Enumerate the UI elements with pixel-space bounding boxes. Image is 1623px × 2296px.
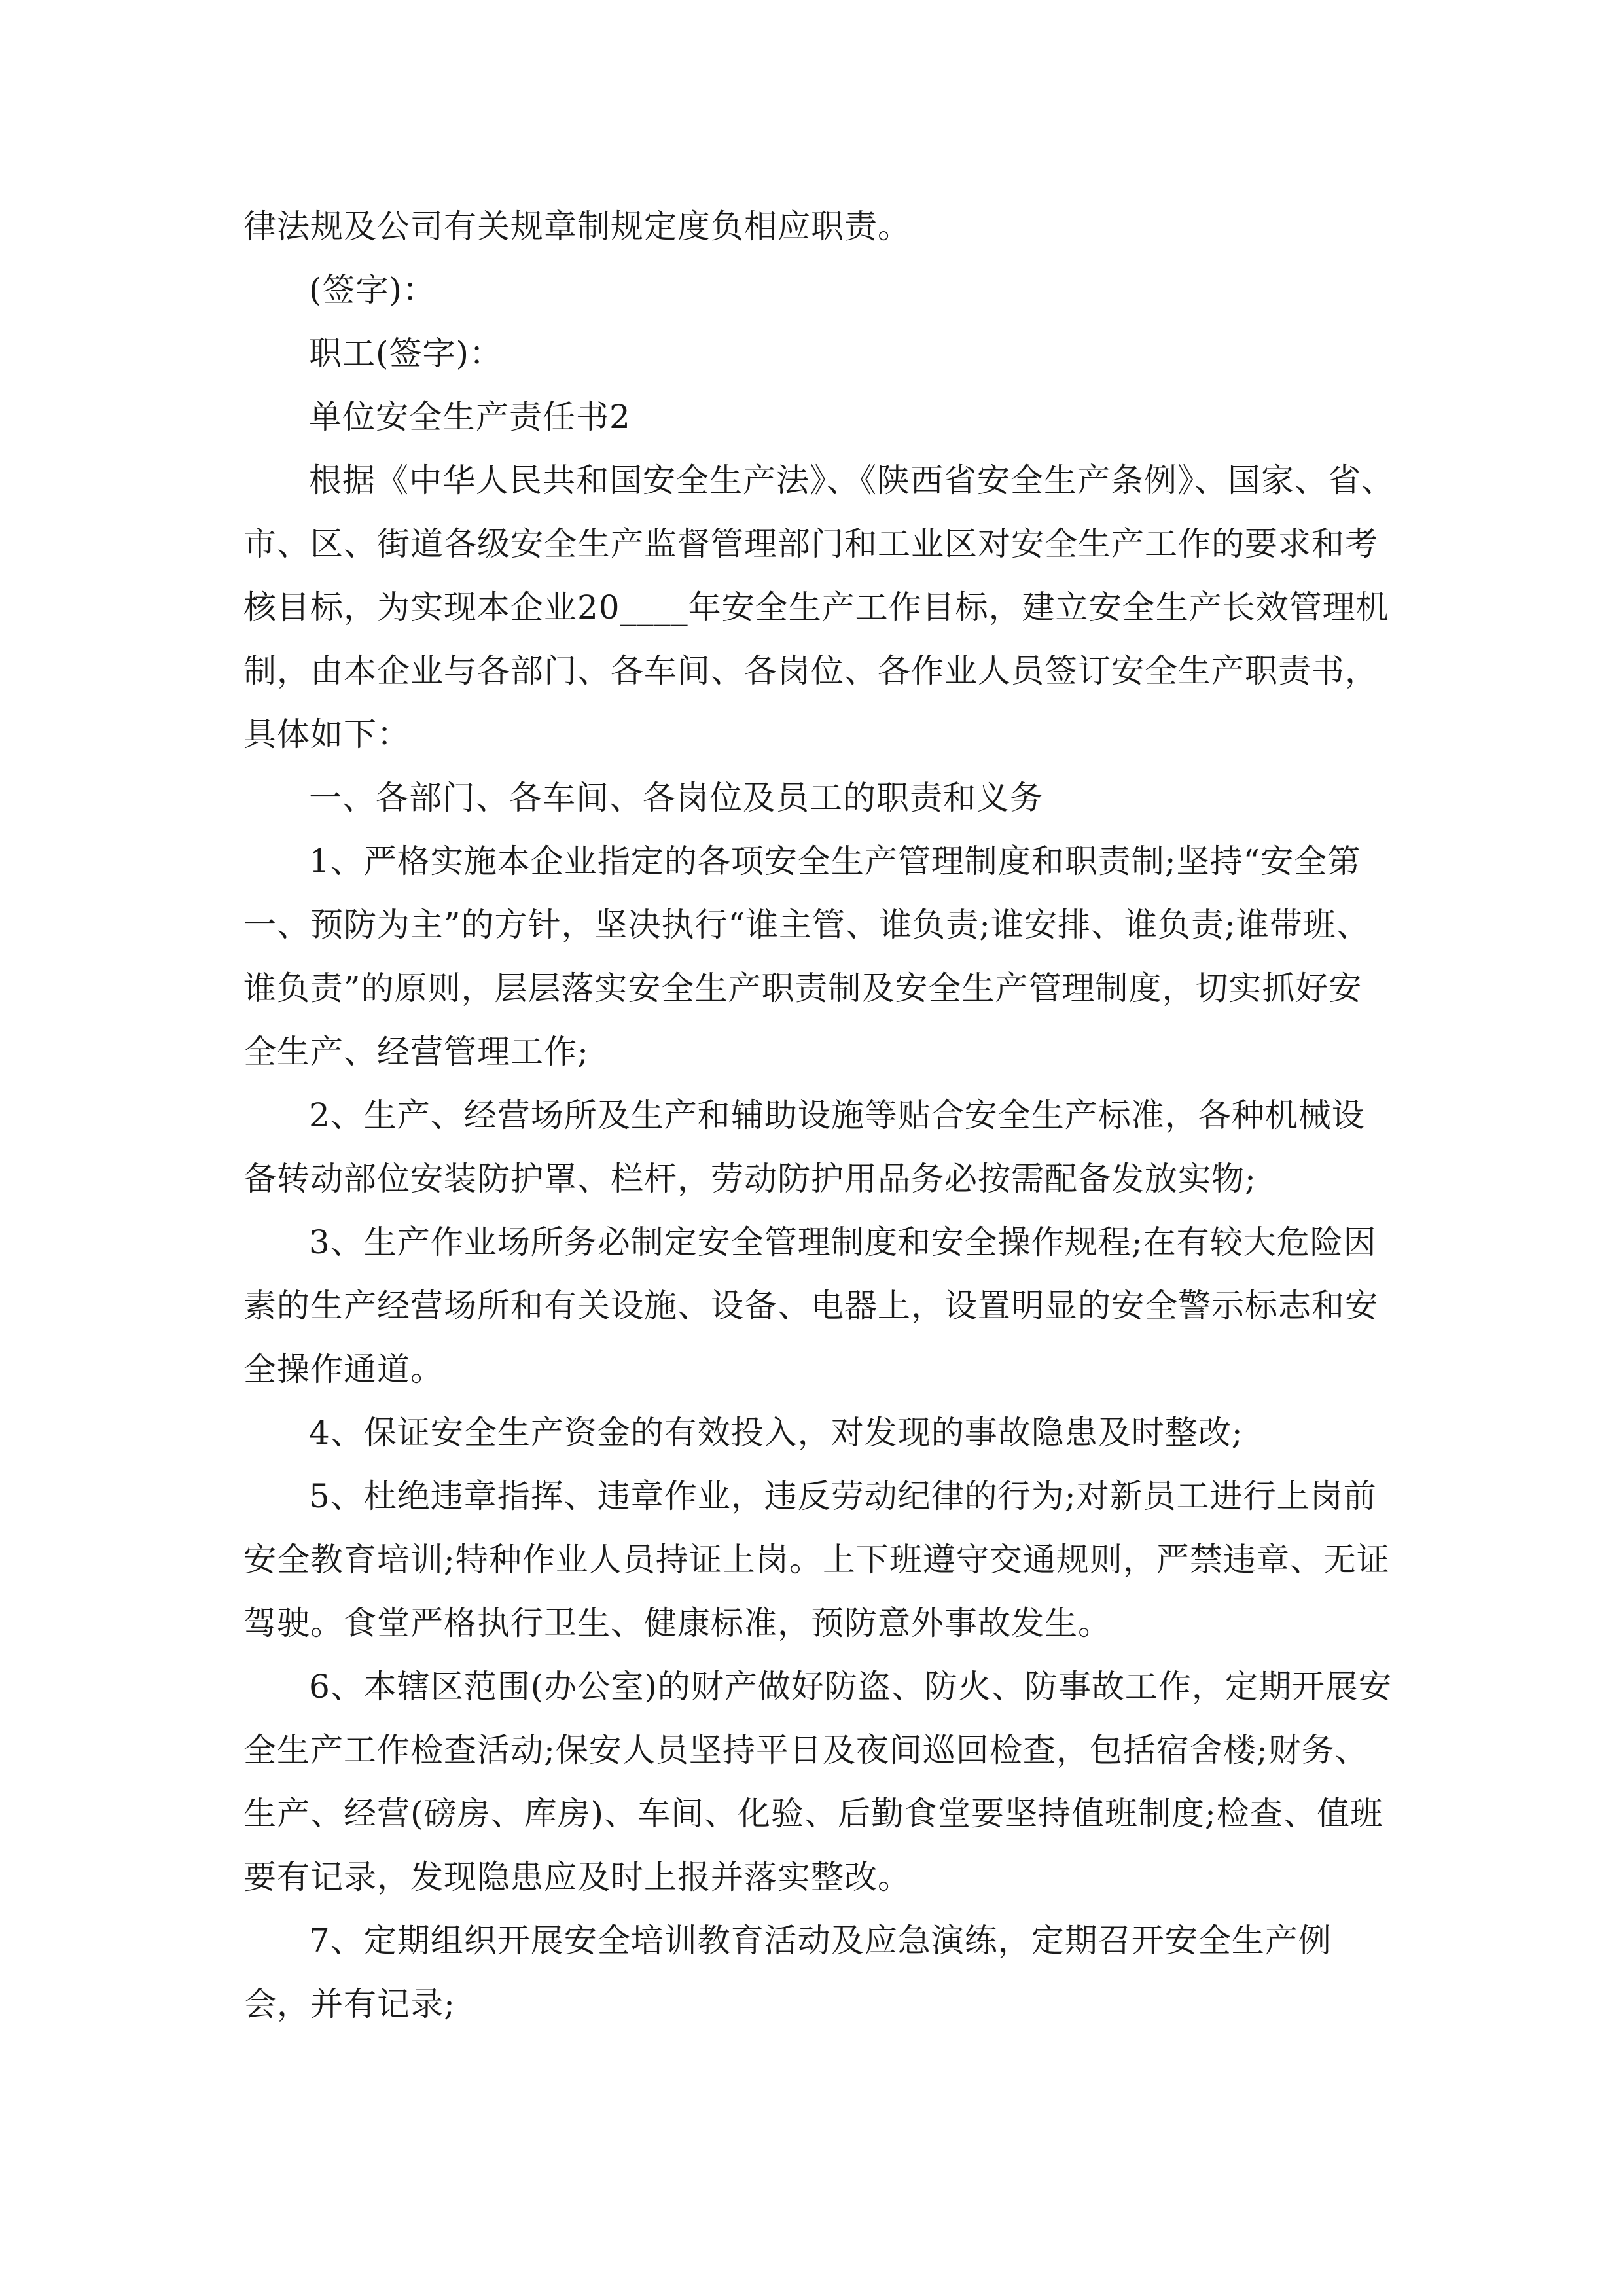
section-title: 单位安全生产责任书2 (309, 398, 631, 436)
document-body (243, 195, 1395, 2036)
clause-6: 6、本辖区范围(办公室)的财产做好防盗、防火、防事故工作，定期开展安全生产工作检查活动;保安人员坚持平日及夜间巡回检查，包括宿舍楼;财务、生产、经营(磅房、库房)、车间、化验、后勤食堂要坚持值班制度;检查、值班要有记录，发现隐患应及时上报并落实整改。 (243, 1668, 1392, 1896)
intro-paragraph: 根据《中华人民共和国安全生产法》、《陕西省安全生产条例》、国家、省、市、区、街道各级安全生产监督管理部门和工业区对安全生产工作的要求和考核目标，为实现本企业20____年安全生产工作目标，建立安全生产长效管理机制，由本企业与各部门、各车间、各岗位、各作业人员签订安全生产职责书，具体如下： (243, 461, 1395, 753)
clause-4: 4、保证安全生产资金的有效投入，对发现的事故隐患及时整改; (309, 1414, 1243, 1452)
clause-3: 3、生产作业场所务必制定安全管理制度和安全操作规程;在有较大危险因素的生产经营场所和有关设施、设备、电器上，设置明显的安全警示标志和安全操作通道。 (243, 1223, 1378, 1388)
clause-7: 7、定期组织开展安全培训教育活动及应急演练，定期召开安全生产例会，并有记录; (243, 1922, 1332, 2023)
signature-line: (签字)： (309, 271, 437, 309)
employee-signature-line: 职工(签字)： (309, 334, 503, 372)
clause-2: 2、生产、经营场所及生产和辅助设施等贴合安全生产标准，各种机械设备转动部位安装防护罩、栏杆，劳动防护用品务必按需配备发放实物; (243, 1096, 1365, 1198)
clause-5: 5、杜绝违章指挥、违章作业，违反劳动纪律的行为;对新员工进行上岗前安全教育培训;特种作业人员持证上岗。上下班遵守交通规则，严禁违章、无证驾驶。食堂严格执行卫生、健康标准，预防意外事故发生。 (243, 1477, 1390, 1642)
clause-1: 1、严格实施本企业指定的各项安全生产管理制度和职责制;坚持“安全第一、预防为主”的方针，坚决执行“谁主管、谁负责;谁安排、谁负责;谁带班、谁负责”的原则，层层落实安全生产职责制及安全生产管理制度，切实抓好安全生产、经营管理工作; (243, 842, 1370, 1071)
heading-duties: 一、各部门、各车间、各岗位及员工的职责和义务 (309, 779, 1043, 817)
paragraph-continuation: 律法规及公司有关规章制规定度负相应职责。 (243, 207, 911, 245)
